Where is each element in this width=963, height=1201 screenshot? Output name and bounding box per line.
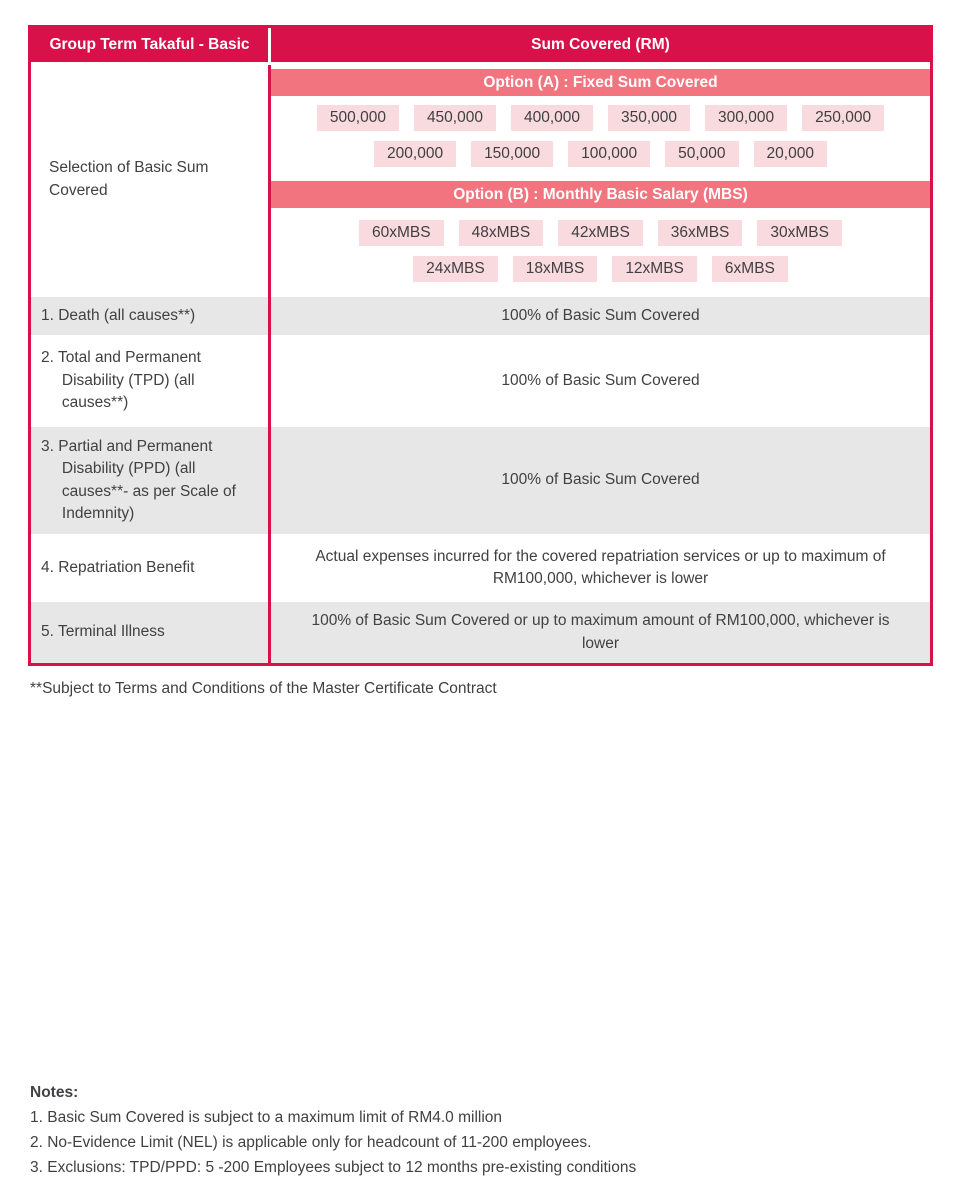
sum-covered-chip: 300,000 [705,105,787,131]
sum-covered-chip: 250,000 [802,105,884,131]
mbs-chip: 48xMBS [459,220,544,246]
note-item: 1. Basic Sum Covered is subject to a maximum limit of RM4.0 million [30,1109,503,1127]
fixed-sum-chip-row-2 [271,141,930,167]
sum-covered-chip: 20,000 [754,141,827,167]
mbs-chip: 30xMBS [757,220,842,246]
notes-title: Notes: [30,1084,79,1101]
sum-covered-chip: 50,000 [665,141,738,167]
benefit-row-ppd [31,427,930,534]
benefit-value: 100% of Basic Sum Covered or up to maximum amount of RM100,000, whichever is lower [271,602,930,663]
mbs-chip: 18xMBS [513,256,598,282]
benefit-row-repatriation [31,537,930,599]
sum-covered-chip: 350,000 [608,105,690,131]
table-body [31,65,930,663]
benefits-table [28,25,933,666]
benefit-value: 100% of Basic Sum Covered [271,338,930,424]
terms-footnote: **Subject to Terms and Conditions of the Master Certificate Contract [30,680,497,698]
header-sum-covered: Sum Covered (RM) [271,28,930,62]
sum-covered-chip: 500,000 [317,105,399,131]
benefit-label: 2. Total and Permanent Disability (TPD) (all causes**) [41,349,201,412]
note-item: 3. Exclusions: TPD/PPD: 5 -200 Employees subject to 12 months pre-existing conditions [30,1159,637,1177]
mbs-chip-row-2 [271,256,930,282]
sum-covered-chip: 150,000 [471,141,553,167]
header-product-name: Group Term Takaful - Basic [31,28,271,62]
mbs-chip: 36xMBS [658,220,743,246]
benefit-row-terminal-illness [31,602,930,663]
mbs-chip-row-1 [271,220,930,246]
mbs-chip: 24xMBS [413,256,498,282]
selection-options-cell [271,65,930,293]
mbs-chip: 12xMBS [612,256,697,282]
mbs-chip: 42xMBS [558,220,643,246]
sum-covered-chip: 100,000 [568,141,650,167]
option-a-band: Option (A) : Fixed Sum Covered [271,69,930,96]
benefit-value: Actual expenses incurred for the covered repatriation services or up to maximum of RM100,000, whichever is lower [271,537,930,599]
selection-row [31,65,930,293]
benefit-label: 4. Repatriation Benefit [41,558,195,576]
fixed-sum-chip-row-1 [271,105,930,131]
benefit-label: 3. Partial and Permanent Disability (PPD) (all causes**- as per Scale of Indemnity) [41,437,236,523]
benefit-row-death [31,297,930,335]
benefit-label: 5. Terminal Illness [41,623,165,641]
selection-label: Selection of Basic Sum Covered [31,65,271,293]
table-header-row [31,28,930,62]
benefit-value: 100% of Basic Sum Covered [271,297,930,335]
sum-covered-chip: 400,000 [511,105,593,131]
mbs-chip: 6xMBS [712,256,788,282]
benefit-label: 1. Death (all causes**) [41,306,196,324]
benefit-value: 100% of Basic Sum Covered [271,427,930,534]
option-b-band: Option (B) : Monthly Basic Salary (MBS) [271,181,930,208]
sum-covered-chip: 200,000 [374,141,456,167]
benefit-row-tpd [31,338,930,424]
sum-covered-chip: 450,000 [414,105,496,131]
notes-section [30,1080,933,1180]
mbs-chip: 60xMBS [359,220,444,246]
note-item: 2. No-Evidence Limit (NEL) is applicable only for headcount of 11-200 employees. [30,1134,592,1152]
